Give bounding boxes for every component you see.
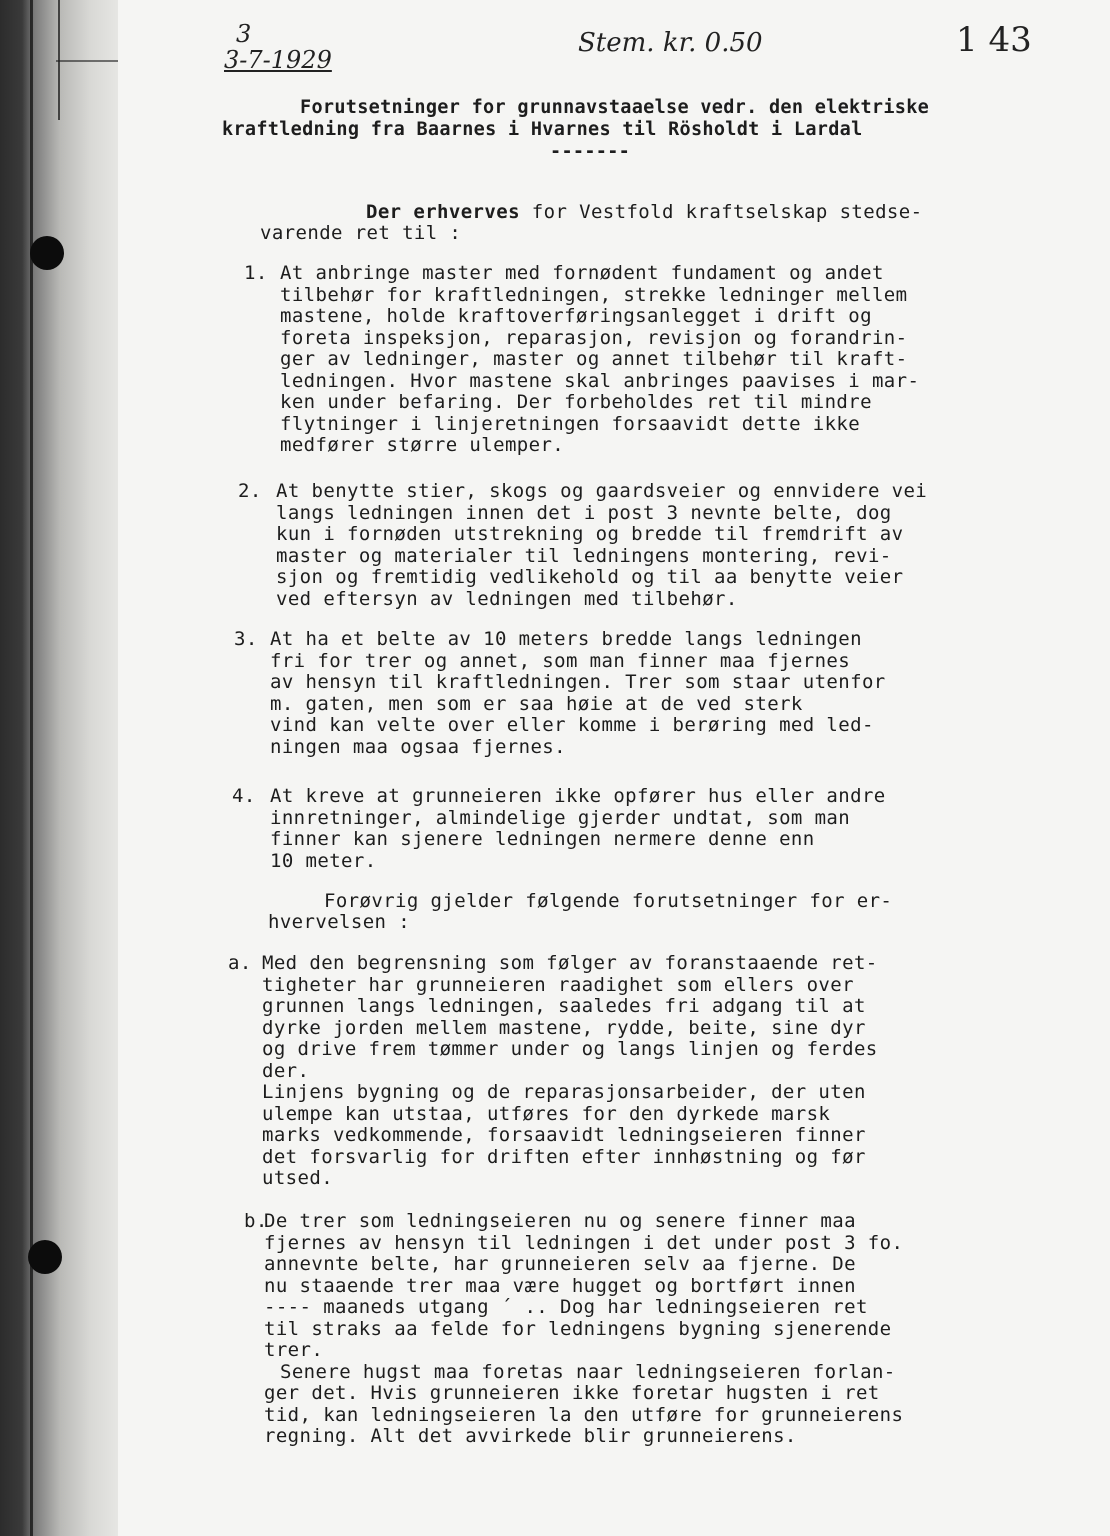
item-line: Senere hugst maa foretas naar ledningseieren forlan- <box>280 1360 896 1383</box>
item-line: og drive frem tømmer under og langs linjen og ferdes <box>262 1038 878 1060</box>
item-line: 10 meter. <box>270 849 377 872</box>
item-line: ken under befaring. Der forbeholdes ret til mindre <box>280 391 872 413</box>
item-line: finner kan sjenere ledningen nermere denne enn <box>270 828 815 850</box>
item-line: master og materialer til ledningens montering, revi- <box>276 544 892 567</box>
handwritten-stamp-fee: Stem. kr. 0.50 <box>578 28 763 58</box>
item-line: ---- maaneds utgang ´ .. Dog har ledningseieren ret <box>264 1296 868 1318</box>
item-line: medfører større ulemper. <box>280 434 565 456</box>
binding-strip <box>0 0 118 1536</box>
item-line: tid, kan ledningseieren la den utføre for grunneierens <box>264 1403 904 1426</box>
item-line: regning. Alt det avvirkede blir grunneierens. <box>264 1425 797 1447</box>
item-line: Med den begrensning som følger av foranstaaende ret- <box>262 952 878 974</box>
item-line: innretninger, almindelige gjerder undtat, som man <box>270 806 851 829</box>
item-line: ved eftersyn av ledningen med tilbehør. <box>276 587 738 610</box>
item-line: ulempe kan utstaa, utføres for den dyrkede marsk <box>262 1102 831 1125</box>
punch-hole <box>28 1240 62 1274</box>
item-line: tilbehør for kraftledningen, strekke ledninger mellem <box>280 283 908 306</box>
item-line: De trer som ledningseieren nu og senere finner maa <box>264 1210 856 1232</box>
intro-text: varende ret til : <box>260 222 462 244</box>
item-marker: 4. <box>232 785 256 807</box>
item-line: ningen maa ogsaa fjernes. <box>270 735 566 758</box>
item-line: grunnen langs ledningen, saaledes fri adgang til at <box>262 995 866 1017</box>
folio-number: 1 43 <box>956 20 1032 60</box>
item-line: sjon og fremtidig vedlikehold og til aa benytte veier <box>276 566 904 588</box>
intro-rest: for Vestfold kraftselskap stedse- <box>519 201 923 223</box>
item-line: ger av ledninger, master og annet tilbehør til kraft- <box>280 348 908 370</box>
binding-edge-line <box>30 0 33 1536</box>
item-line: ger det. Hvis grunneieren ikke foretar hugsten i ret <box>264 1382 880 1404</box>
intro-text <box>366 201 922 223</box>
item-line: utsed. <box>262 1167 334 1189</box>
intro-bold: Der erhverves <box>366 201 520 223</box>
item-marker: a. <box>228 952 252 974</box>
item-line: m. gaten, men som er saa høie at de ved sterk <box>270 692 803 715</box>
item-line: fri for trer og annet, som man finner maa fjernes <box>270 649 851 672</box>
item-line: det forsvarlig for driften efter innhøstning og før <box>262 1145 866 1168</box>
item-line: dyrke jorden mellem mastene, rydde, beite, sine dyr <box>262 1016 866 1039</box>
item-marker: 3. <box>234 628 258 650</box>
item-line: Linjens bygning og de reparasjonsarbeider, der uten <box>262 1081 866 1103</box>
item-line: nu staaende trer maa være hugget og bortført innen <box>264 1274 856 1297</box>
handwritten-number: 3 <box>236 20 252 48</box>
item-marker: 1. <box>244 262 268 284</box>
item-line: til straks aa felde for ledningens bygning sjenerende <box>264 1317 892 1340</box>
document-title: kraftledning fra Baarnes i Hvarnes til Rösholdt i Lardal <box>222 119 863 140</box>
document-page <box>118 0 1110 1536</box>
handwritten-date: 3-7-1929 <box>224 46 332 74</box>
item-line: vind kan velte over eller komme i berøring med led- <box>270 714 874 736</box>
item-line: mastene, holde kraftoverføringsanlegget i drift og <box>280 305 872 327</box>
item-line: trer. <box>264 1339 324 1361</box>
item-line: kun i fornøden utstrekning og bredde til fremdrift av <box>276 523 904 545</box>
item-line: At anbringe master med fornødent fundament og andet <box>280 262 884 284</box>
item-line: fjernes av hensyn til ledningen i det under post 3 fo. <box>264 1231 904 1254</box>
item-line: ledningen. Hvor mastene skal anbringes paavises i mar- <box>280 369 920 392</box>
item-marker: b. <box>244 1210 268 1232</box>
further-text: hvervelsen : <box>268 911 411 933</box>
item-line: foreta inspeksjon, reparasjon, revisjon og forandrin- <box>280 326 908 349</box>
item-line: At kreve at grunneieren ikke opfører hus eller andre <box>270 785 886 807</box>
title-rule: ------- <box>550 141 631 162</box>
item-line: tigheter har grunneieren raadighet som ellers over <box>262 973 854 996</box>
item-line: marks vedkommende, forsaavidt ledningseieren finner <box>262 1124 866 1146</box>
item-line: av hensyn til kraftledningen. Trer som staar utenfor <box>270 671 886 693</box>
punch-hole <box>30 236 64 270</box>
item-line: der. <box>262 1059 310 1082</box>
item-marker: 2. <box>238 480 262 502</box>
item-line: flytninger i linjeretningen forsaavidt dette ikke <box>280 412 861 435</box>
item-line: At ha et belte av 10 meters bredde langs ledningen <box>270 628 862 650</box>
item-line: annevnte belte, har grunneieren selv aa fjerne. De <box>264 1253 856 1275</box>
item-line: langs ledningen innen det i post 3 nevnte belte, dog <box>276 501 892 524</box>
document-title: Forutsetninger for grunnavstaaelse vedr. den elektriske <box>300 97 930 118</box>
item-line: At benytte stier, skogs og gaardsveier og ennvidere vei <box>276 480 928 502</box>
further-text: Forøvrig gjelder følgende forutsetninger for er- <box>324 890 893 912</box>
